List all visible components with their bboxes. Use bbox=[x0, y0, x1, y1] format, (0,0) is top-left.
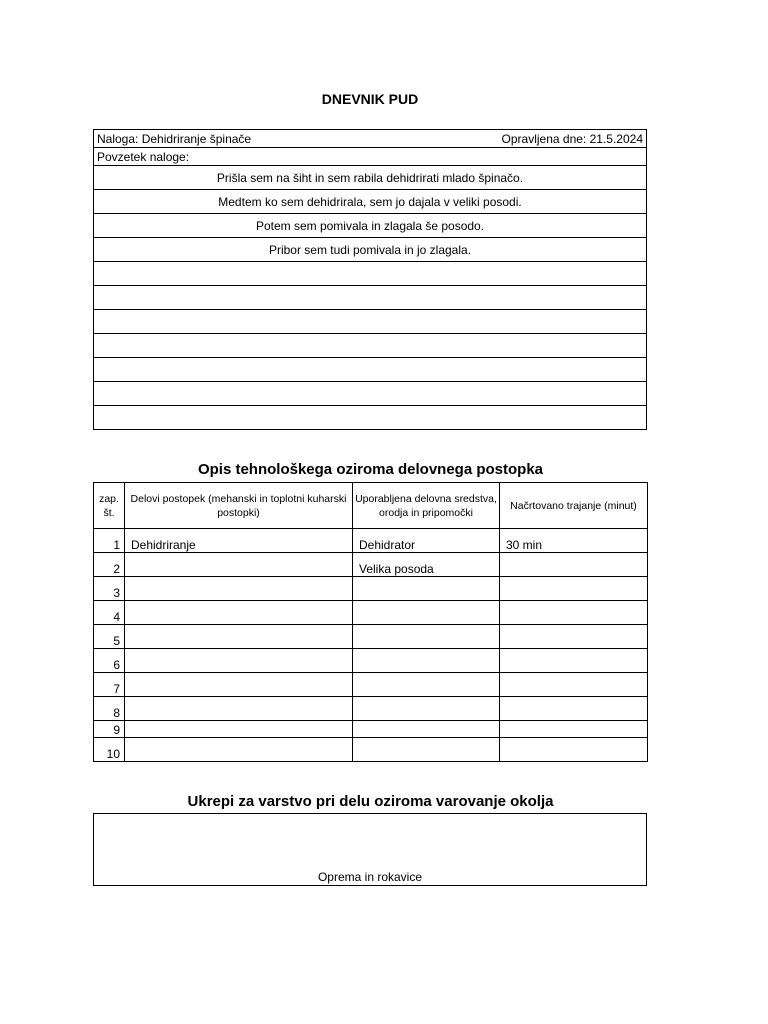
row-number: 7 bbox=[94, 673, 125, 697]
process-title: Opis tehnološkega oziroma delovnega postopka bbox=[197, 461, 544, 478]
row-number: 9 bbox=[94, 721, 125, 738]
row-duration bbox=[500, 577, 648, 601]
summary-line-text bbox=[94, 406, 647, 430]
row-step bbox=[125, 738, 353, 762]
row-step bbox=[125, 697, 353, 721]
summary-label-row bbox=[94, 148, 647, 166]
process-header-row bbox=[94, 483, 648, 529]
row-step: Dehidriranje bbox=[125, 529, 353, 553]
summary-line bbox=[94, 262, 647, 286]
task-label: Naloga: Dehidriranje špinače bbox=[97, 131, 252, 146]
summary-line-text bbox=[94, 358, 647, 382]
summary-line bbox=[94, 166, 647, 190]
safety-text: Oprema in rokavice bbox=[317, 870, 423, 884]
summary-line-text bbox=[94, 262, 647, 286]
row-step bbox=[125, 721, 353, 738]
summary-line bbox=[94, 214, 647, 238]
row-number: 8 bbox=[94, 697, 125, 721]
row-tool bbox=[353, 721, 500, 738]
header-step: Delovi postopek (mehanski in toplotni kuharski postopki) bbox=[125, 483, 353, 529]
row-step bbox=[125, 601, 353, 625]
row-step bbox=[125, 649, 353, 673]
process-row bbox=[94, 697, 648, 721]
process-row bbox=[94, 738, 648, 762]
row-duration bbox=[500, 697, 648, 721]
log-header-row bbox=[94, 130, 647, 148]
log-header-cell bbox=[94, 130, 647, 148]
summary-line-text: Prišla sem na šiht in sem rabila dehidrirati mlado špinačo. bbox=[94, 166, 647, 190]
summary-line bbox=[94, 190, 647, 214]
row-duration bbox=[500, 625, 648, 649]
row-tool: Dehidrator bbox=[353, 529, 500, 553]
row-tool bbox=[353, 673, 500, 697]
process-row bbox=[94, 577, 648, 601]
row-duration bbox=[500, 649, 648, 673]
date-label: Opravljena dne: 21.5.2024 bbox=[501, 131, 643, 146]
summary-line-text bbox=[94, 310, 647, 334]
row-duration bbox=[500, 601, 648, 625]
row-duration bbox=[500, 673, 648, 697]
summary-line-text: Pribor sem tudi pomivala in jo zlagala. bbox=[94, 238, 647, 262]
row-step bbox=[125, 625, 353, 649]
process-table bbox=[93, 482, 648, 762]
row-step bbox=[125, 673, 353, 697]
row-duration bbox=[500, 738, 648, 762]
row-duration bbox=[500, 721, 648, 738]
summary-label: Povzetek naloge: bbox=[94, 148, 647, 166]
row-step bbox=[125, 577, 353, 601]
summary-line-text bbox=[94, 382, 647, 406]
summary-line-text: Medtem ko sem dehidrirala, sem jo dajala v veliki posodi. bbox=[94, 190, 647, 214]
header-duration: Načrtovano trajanje (minut) bbox=[500, 483, 648, 529]
summary-line-text bbox=[94, 334, 647, 358]
summary-line-text: Potem sem pomivala in zlagala še posodo. bbox=[94, 214, 647, 238]
row-tool bbox=[353, 625, 500, 649]
process-row bbox=[94, 721, 648, 738]
process-row bbox=[94, 529, 648, 553]
summary-line bbox=[94, 406, 647, 430]
row-tool bbox=[353, 738, 500, 762]
row-tool bbox=[353, 697, 500, 721]
row-tool bbox=[353, 649, 500, 673]
process-row bbox=[94, 673, 648, 697]
row-tool bbox=[353, 577, 500, 601]
row-tool: Velika posoda bbox=[353, 553, 500, 577]
row-number: 4 bbox=[94, 601, 125, 625]
row-number: 5 bbox=[94, 625, 125, 649]
row-number: 10 bbox=[94, 738, 125, 762]
process-row bbox=[94, 625, 648, 649]
row-number: 2 bbox=[94, 553, 125, 577]
summary-line bbox=[94, 310, 647, 334]
summary-line-text bbox=[94, 286, 647, 310]
page-title: DNEVNIK PUD bbox=[321, 91, 419, 107]
summary-line bbox=[94, 238, 647, 262]
summary-line bbox=[94, 286, 647, 310]
summary-line bbox=[94, 382, 647, 406]
row-duration: 30 min bbox=[500, 529, 648, 553]
row-step bbox=[125, 553, 353, 577]
safety-box bbox=[93, 813, 647, 886]
row-number: 1 bbox=[94, 529, 125, 553]
process-row bbox=[94, 553, 648, 577]
process-row bbox=[94, 649, 648, 673]
summary-line bbox=[94, 334, 647, 358]
row-number: 3 bbox=[94, 577, 125, 601]
header-number: zap. št. bbox=[94, 483, 125, 529]
row-tool bbox=[353, 601, 500, 625]
row-number: 6 bbox=[94, 649, 125, 673]
safety-title: Ukrepi za varstvo pri delu oziroma varovanje okolja bbox=[187, 793, 554, 810]
header-tools: Uporabljena delovna sredstva, orodja in pripomočki bbox=[353, 483, 500, 529]
row-duration bbox=[500, 553, 648, 577]
log-table bbox=[93, 129, 647, 430]
summary-line bbox=[94, 358, 647, 382]
process-row bbox=[94, 601, 648, 625]
